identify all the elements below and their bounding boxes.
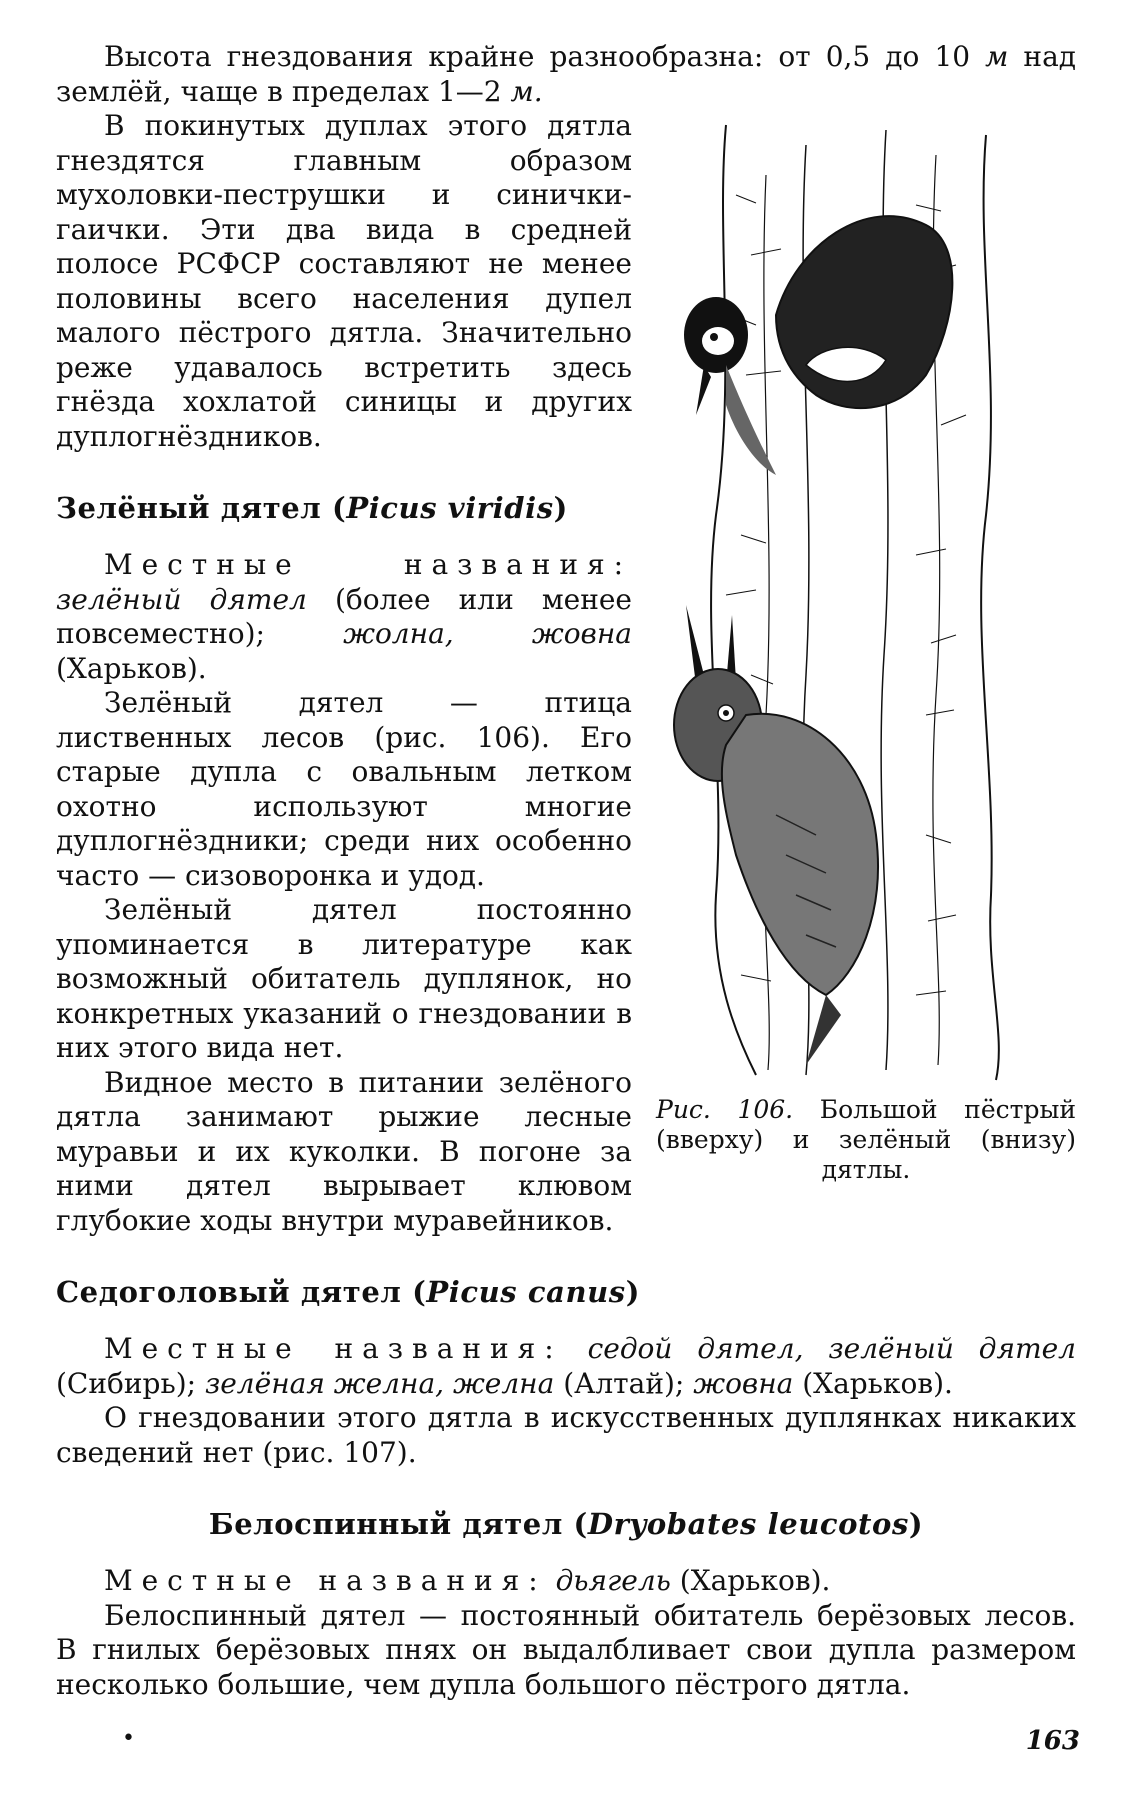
white-backed-woodpecker-local-names: Местные названия: дьягель (Харьков). (104, 1564, 831, 1597)
figure-caption-text: Большой пёстрый (вверху) и зелёный (внизу) дятлы. (656, 1095, 1077, 1184)
green-woodpecker-paragraph-3: Видное место в питании зелёного дятла занимают рыжие лесные муравьи и их куколки. В погоне за ними дятел вырывает клювом глубокие ходы внутри муравейников. (56, 1065, 632, 1237)
intro-paragraph-nesting-height: Высота гнездования крайне разнообразна: от 0,5 до 10 м над землёй, чаще в пределах 1—2 м. (56, 40, 1077, 108)
footer-mark: • (122, 1726, 135, 1751)
white-backed-woodpecker-paragraph-1: Белоспинный дятел — постоянный обитатель берёзовых лесов. В гнилых берёзовых пнях он выдалбливает свои дупла размером несколько большие, чем дупла большого пёстрого дятла. (56, 1598, 1076, 1701)
section-title-grey-headed-woodpecker: Седоголовый дятел (Picus canus) (56, 1275, 641, 1309)
intro-paragraph-abandoned-hollows: В покинутых дуплах этого дятла гнездятся главным образом мухоловки-пеструшки и синички-гаички. Эти два вида в средней полосе РСФСР составляют не менее половины всего населения дупел малого пёстрого дятла. Значительно реже удавалось встретить здесь гнёзда хохлатой синицы и других дуплогнёздников. (56, 109, 632, 453)
green-woodpecker-drawing (674, 605, 878, 1065)
grey-headed-woodpecker-local-names: Местные названия: седой дятел, зелёный дятел (Сибирь); зелёная желна, желна (Алтай); жовна (Харьков). (56, 1332, 1077, 1400)
green-woodpecker-local-names: Местные названия: зелёный дятел (более или менее повсеместно); жолна, жовна (Харьков). (56, 548, 632, 685)
section-title-green-woodpecker: Зелёный дятел (Picus viridis) (56, 491, 568, 525)
page-number: 163 (1025, 1726, 1080, 1756)
section-title-white-backed-woodpecker: Белоспинный дятел (Dryobates leucotos) (208, 1507, 924, 1541)
grey-headed-woodpecker-paragraph-1: О гнездовании этого дятла в искусственных дуплянках никаких сведений нет (рис. 107). (56, 1401, 1076, 1469)
figure-caption (656, 1095, 1076, 1185)
figure-106 (656, 115, 1076, 1185)
page-footer (56, 1726, 1080, 1760)
woodpeckers-illustration (656, 115, 1076, 1085)
green-woodpecker-paragraph-1: Зелёный дятел — птица лиственных лесов (рис. 106). Его старые дупла с овальным летком охотно используют многие дуплогнёздники; среди них особенно часто — сизоворонка и удод. (56, 686, 632, 892)
green-woodpecker-paragraph-2: Зелёный дятел постоянно упоминается в литературе как возможный обитатель дуплянок, но конкретных указаний о гнездовании в них этого вида нет. (56, 893, 632, 1064)
figure-number: Рис. 106. (656, 1095, 794, 1124)
